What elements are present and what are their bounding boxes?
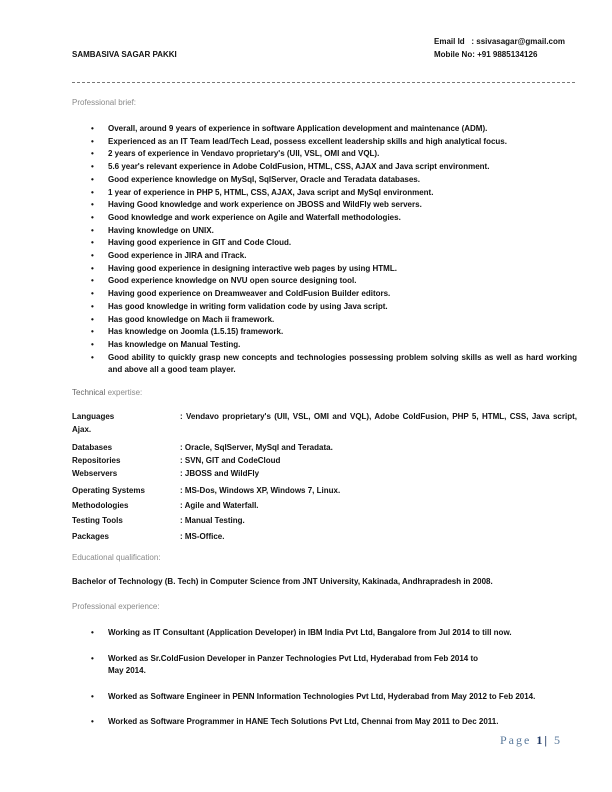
bullet-icon: • (91, 628, 94, 637)
bullet-icon: • (91, 162, 94, 172)
bullet-icon: • (91, 263, 94, 273)
tech-row (72, 411, 577, 436)
tech-label: Testing Tools (72, 516, 123, 525)
bullet-icon: • (91, 212, 94, 222)
page-number: 1 (536, 733, 545, 747)
brief-item (92, 326, 577, 339)
tech-row (72, 468, 577, 481)
experience-heading: Professional experience: (72, 602, 160, 611)
brief-item-text: Good experience knowledge on MySql, SqlServer, Oracle and Teradata databases. (108, 174, 420, 184)
brief-item (92, 288, 577, 301)
brief-item (92, 275, 577, 288)
technical-heading (72, 388, 142, 397)
brief-item-text: Good knowledge and work experience on Agile and Waterfall methodologies. (108, 212, 401, 222)
bullet-icon: • (91, 327, 94, 337)
brief-item (92, 199, 577, 212)
tech-value: : Vendavo proprietary's (UII, VSL, OMI and VQL), Adobe ColdFusion, PHP 5, HTML, CSS, Java script, Ajax. (72, 412, 577, 434)
brief-item (92, 212, 577, 225)
brief-item (92, 263, 577, 276)
brief-item-text: Having Good knowledge and work experience on JBOSS and WildFly web servers. (108, 200, 422, 210)
brief-item-text: Has knowledge on Joomla (1.5.15) framework. (108, 327, 284, 337)
bullet-icon: • (91, 251, 94, 261)
tech-row (72, 500, 577, 513)
tech-label: Operating Systems (72, 486, 145, 495)
brief-item-text: Has good knowledge in writing form validation code by using Java script. (108, 301, 388, 311)
tech-value: : MS-Dos, Windows XP, Windows 7, Linux. (180, 486, 341, 495)
brief-item-text: Overall, around 9 years of experience in software Application development and maintenance (ADM). (108, 124, 488, 133)
bullet-icon: • (91, 124, 94, 133)
brief-item (92, 339, 577, 352)
page-word: Page (500, 733, 532, 747)
brief-item (92, 187, 577, 200)
bullet-icon: • (91, 314, 94, 324)
candidate-name: SAMBASIVA SAGAR PAKKI (72, 50, 177, 59)
tech-label: Databases (72, 443, 113, 452)
bullet-icon: • (91, 717, 94, 727)
tech-row (72, 455, 577, 468)
tech-label: Methodologies (72, 501, 129, 510)
bullet-icon: • (91, 136, 94, 146)
brief-item (92, 237, 577, 250)
brief-item-text: Having good experience in GIT and Code Cloud. (108, 238, 292, 248)
bullet-icon: • (91, 653, 94, 663)
brief-item-text: Experienced as an IT Team lead/Tech Lead, possess excellent leadership skills and high analytical focus. (108, 136, 507, 146)
header-divider (72, 82, 575, 83)
technical-heading-a: Technical (72, 388, 106, 397)
brief-item (92, 123, 577, 136)
tech-value: : SVN, GIT and CodeCloud (180, 456, 281, 465)
experience-item (92, 627, 577, 640)
tech-label: Webservers (72, 469, 118, 478)
tech-value: : MS-Office. (180, 532, 225, 541)
brief-item-text: 2 years of experience in Vendavo proprietary's (UII, VSL, OMI and VQL). (108, 149, 380, 159)
tech-value: : Oracle, SqlServer, MySql and Teradata. (180, 443, 333, 452)
brief-item (92, 161, 577, 174)
education-text: Bachelor of Technology (B. Tech) in Computer Science from JNT University, Kakinada, Andhrapradesh in 2008. (72, 577, 493, 586)
page-footer: Page 1| 5 (500, 733, 562, 747)
tech-label: Packages (72, 532, 109, 541)
brief-item (92, 301, 577, 314)
email-value: ssivasagar@gmail.com (476, 37, 565, 46)
tech-label: Repositories (72, 456, 121, 465)
bullet-icon: • (91, 200, 94, 210)
bullet-icon: • (91, 225, 94, 235)
bullet-icon: • (91, 276, 94, 286)
tech-value: : Agile and Waterfall. (180, 501, 259, 510)
brief-heading: Professional brief: (72, 98, 137, 107)
experience-item (92, 653, 577, 678)
email-label: Email Id (434, 37, 465, 46)
brief-item (92, 174, 577, 187)
brief-item (92, 250, 577, 263)
tech-row (72, 531, 577, 544)
brief-list (92, 123, 577, 377)
tech-row (72, 485, 577, 498)
mobile-line: Mobile No: +91 9885134126 (434, 50, 538, 59)
experience-list (92, 627, 577, 742)
bullet-icon: • (91, 301, 94, 311)
brief-item-text: 5.6 year's relevant experience in Adobe ColdFusion, HTML, CSS, AJAX and Java script environment. (108, 162, 490, 172)
mobile-value: +91 9885134126 (477, 50, 538, 59)
brief-item-text: 1 year of experience in PHP 5, HTML, CSS, AJAX, Java script and MySql environment. (108, 187, 434, 197)
brief-item (92, 225, 577, 238)
page-total: 5 (553, 733, 562, 747)
bullet-icon: • (91, 339, 94, 349)
experience-item (92, 691, 577, 704)
brief-item (92, 148, 577, 161)
tech-label: Languages (72, 412, 115, 421)
brief-item-text: Good ability to quickly grasp new concepts and technologies possessing problem solving skills as well as hard working and above all a good team player. (108, 352, 577, 375)
bullet-icon: • (91, 691, 94, 701)
experience-item-text: Worked as Software Engineer in PENN Information Technologies Pvt Ltd, Hyderabad from May 2012 to Feb 2014. (108, 691, 536, 701)
brief-item-text: Has knowledge on Manual Testing. (108, 339, 241, 349)
tech-row (72, 515, 577, 528)
education-heading: Educational qualification: (72, 553, 161, 562)
bullet-icon: • (91, 187, 94, 197)
brief-item-text: Having knowledge on UNIX. (108, 225, 214, 235)
brief-item (92, 314, 577, 327)
tech-value: : Manual Testing. (180, 516, 245, 525)
brief-item-text: Good experience in JIRA and iTrack. (108, 251, 247, 261)
tech-row (72, 442, 577, 455)
experience-item-text: Worked as Sr.ColdFusion Developer in Panzer Technologies Pvt Ltd, Hyderabad from Feb 2014 to May 2014. (108, 653, 479, 676)
brief-item (92, 352, 577, 377)
brief-item-text: Has good knowledge on Mach ii framework. (108, 314, 275, 324)
experience-item-text: Working as IT Consultant (Application Developer) in IBM India Pvt Ltd, Bangalore from Jul 2014 to till now. (108, 628, 512, 637)
bullet-icon: • (91, 149, 94, 159)
bullet-icon: • (91, 238, 94, 248)
email-line: Email Id : ssivasagar@gmail.com (434, 37, 565, 46)
brief-item (92, 136, 577, 149)
brief-item-text: Having good experience on Dreamweaver and ColdFusion Builder editors. (108, 289, 391, 299)
bullet-icon: • (91, 174, 94, 184)
experience-item-text: Worked as Software Programmer in HANE Tech Solutions Pvt Ltd, Chennai from May 2011 to Dec 2011. (108, 717, 499, 727)
bullet-icon: • (91, 289, 94, 299)
tech-value: : JBOSS and WildFly (180, 469, 260, 478)
mobile-label: Mobile No (434, 50, 473, 59)
brief-item-text: Having good experience in designing interactive web pages by using HTML. (108, 263, 397, 273)
experience-item (92, 716, 577, 729)
brief-item-text: Good experience knowledge on NVU open source designing tool. (108, 276, 357, 286)
bullet-icon: • (91, 352, 94, 362)
technical-heading-b: expertise: (105, 388, 143, 397)
